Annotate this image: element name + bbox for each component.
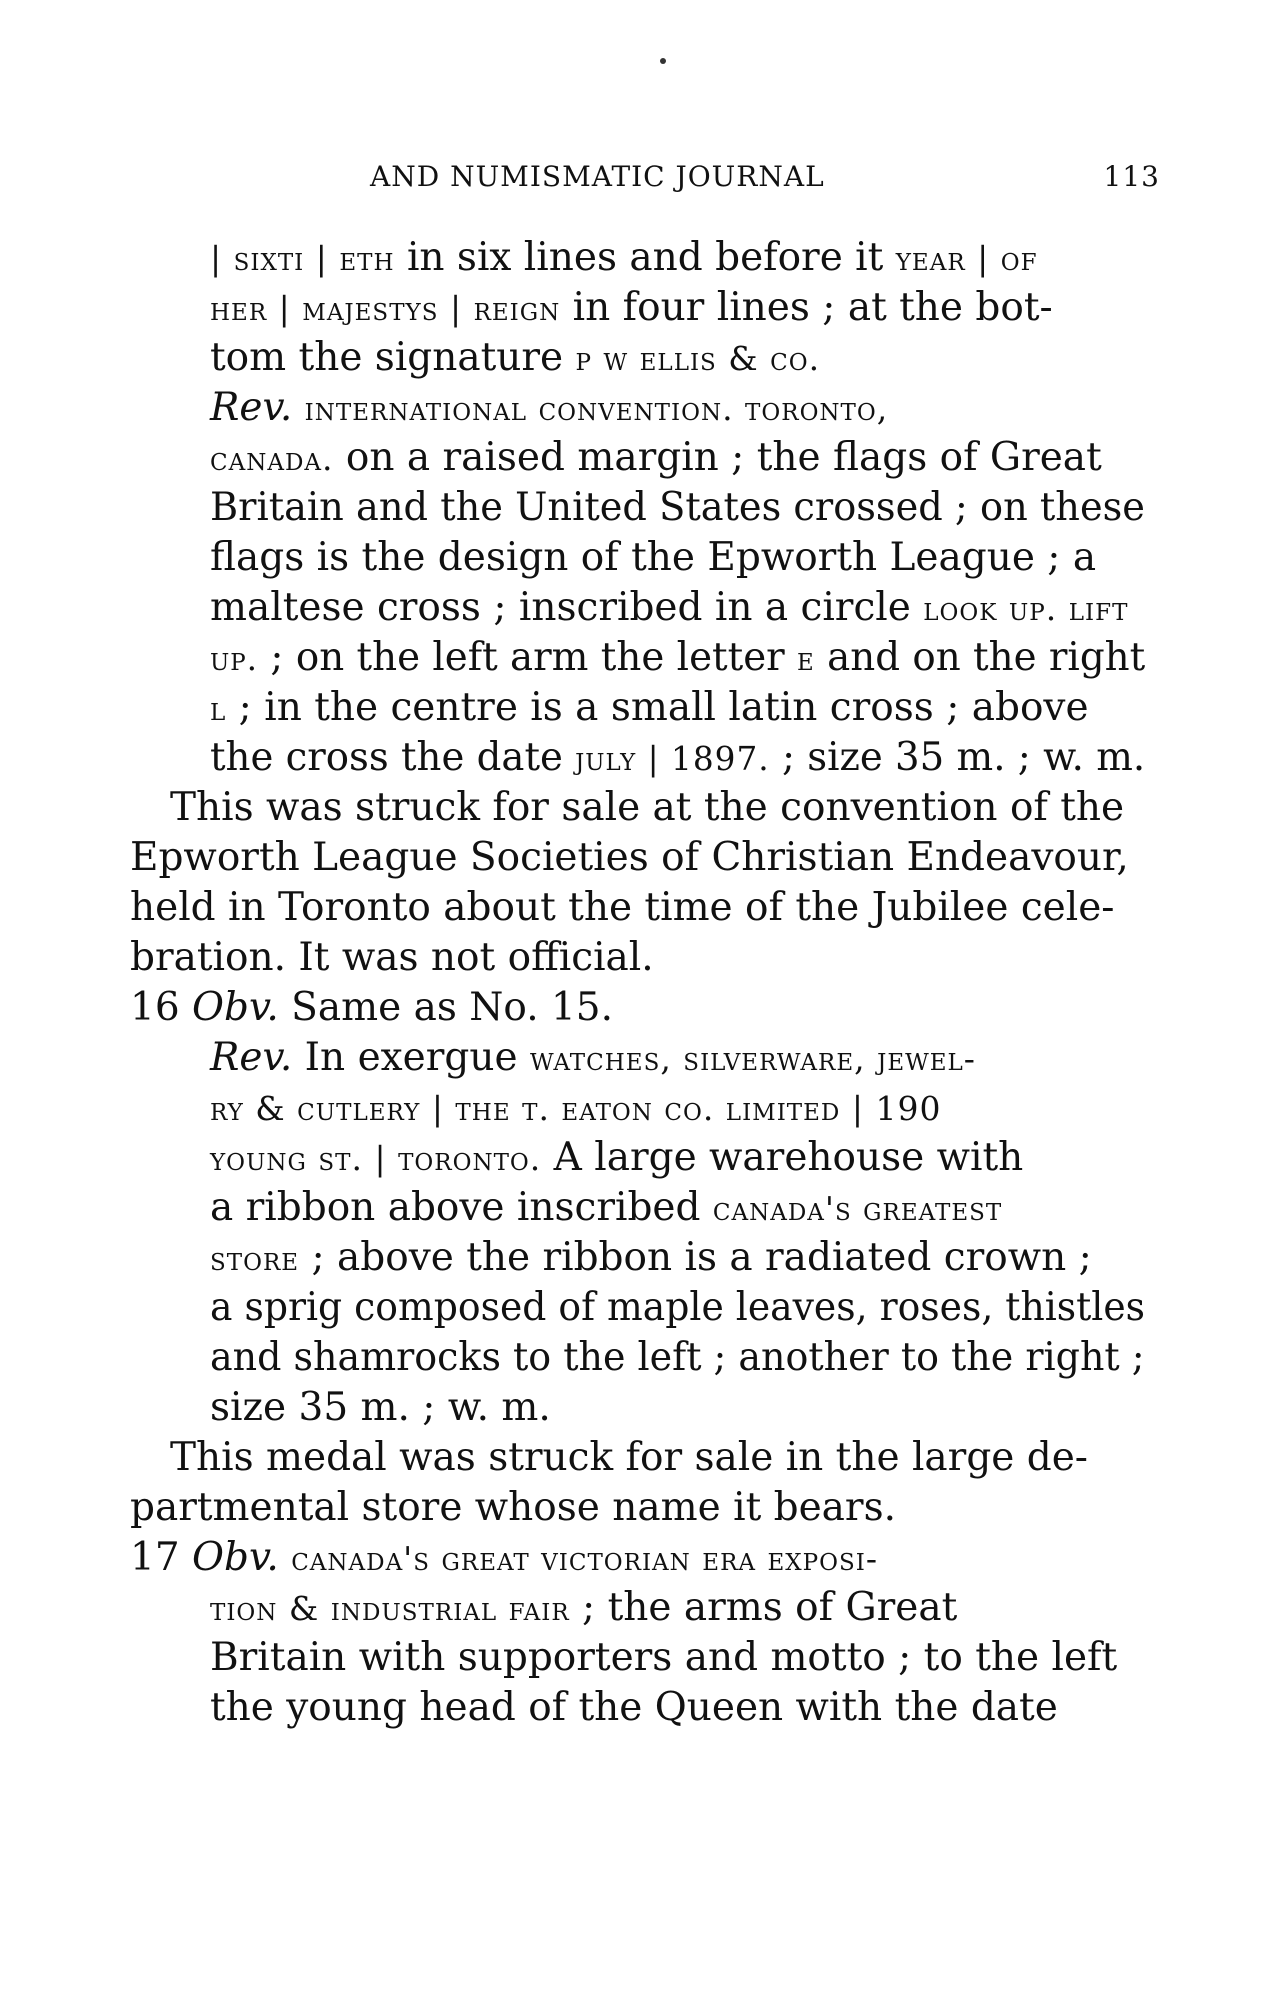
text-segment: ; in the centre is a small latin cross ; above [226, 685, 1089, 730]
text-segment: in six lines and before it [394, 235, 896, 280]
text-segment: july | 1897. [575, 739, 770, 778]
text-line [130, 1485, 896, 1531]
text-segment: canada. [210, 439, 334, 478]
printer-dot [660, 58, 666, 64]
text-line [210, 1235, 1092, 1282]
text-line [130, 985, 613, 1031]
text-segment: size 35 m. ; w. m. [210, 1385, 551, 1430]
text-line [210, 1335, 1145, 1381]
text-line [210, 1085, 941, 1132]
text-line [210, 385, 888, 432]
text-segment: year | of [895, 239, 1038, 278]
text-segment: and on the right [814, 635, 1146, 680]
text-line [210, 1635, 1117, 1681]
text-segment: A large warehouse with [541, 1135, 1024, 1180]
text-segment: ; size 35 m. ; w. m. [769, 735, 1146, 780]
text-segment: up. [210, 639, 259, 678]
text-line [210, 1285, 1145, 1331]
text-segment: Obv. [192, 985, 279, 1030]
text-segment: canada's greatest [712, 1189, 1003, 1228]
text-line [210, 735, 1145, 782]
text-segment: partmental store whose name it bears. [130, 1485, 896, 1530]
text-segment: bration. It was not official. [130, 935, 654, 980]
text-segment: young st. | toronto. [210, 1139, 542, 1178]
text-segment: international convention. toronto, [304, 389, 889, 428]
text-segment: and shamrocks to the left ; another to the right ; [210, 1335, 1145, 1380]
text-segment: look up. lift [923, 589, 1129, 628]
text-line [210, 685, 1089, 732]
text-segment: in four lines ; at the bot- [560, 285, 1053, 330]
text-segment: Britain and the United States crossed ; on these [210, 485, 1145, 530]
text-line [210, 1385, 551, 1431]
text-segment: e [797, 639, 815, 678]
text-line [210, 335, 820, 382]
text-segment: | sixti | eth [210, 239, 395, 278]
text-line [210, 235, 1038, 282]
text-segment [279, 1535, 291, 1580]
text-line [210, 1135, 1023, 1182]
text-line [130, 885, 1114, 931]
text-segment: the young head of the Queen with the date [210, 1685, 1058, 1730]
text-segment: held in Toronto about the time of the Jubilee cele- [130, 885, 1115, 930]
text-line [170, 785, 1124, 831]
text-segment: Britain with supporters and motto ; to the left [210, 1635, 1118, 1680]
text-segment: tom the signature [210, 335, 576, 380]
text-segment: Rev. [210, 1035, 293, 1080]
text-segment: a ribbon above inscribed [210, 1185, 713, 1230]
text-line [210, 1035, 976, 1082]
text-segment: ; on the left arm the letter [258, 635, 798, 680]
text-segment: l [210, 689, 227, 728]
text-segment: p w ellis & co. [575, 339, 821, 378]
text-segment: on a raised margin ; the flags of Great [333, 435, 1102, 480]
text-line [210, 585, 1128, 632]
text-segment: ry & cutlery | the t. eaton co. limited | 190 [210, 1089, 942, 1128]
text-segment: In exergue [292, 1035, 530, 1080]
text-segment: This was struck for sale at the convention of the [170, 785, 1125, 830]
text-line [210, 1585, 957, 1632]
text-segment: her | majestys | reign [210, 289, 561, 328]
text-segment: 16 [130, 985, 193, 1030]
journal-title: AND NUMISMATIC JOURNAL [370, 160, 825, 193]
text-segment: Same as No. 15. [278, 985, 614, 1030]
text-line [210, 435, 1102, 482]
text-segment: the cross the date [210, 735, 576, 780]
page-number: 113 [1103, 160, 1160, 193]
text-segment: Obv. [192, 1535, 279, 1580]
text-segment: maltese cross ; inscribed in a circle [210, 585, 924, 630]
text-segment: canada's great victorian era exposi- [291, 1539, 878, 1578]
text-segment: a sprig composed of maple leaves, roses, thistles [210, 1285, 1146, 1330]
text-segment: watches, silverware, jewel- [529, 1039, 976, 1078]
text-segment: ; above the ribbon is a radiated crown ; [299, 1235, 1092, 1280]
text-segment: tion & industrial fair [210, 1589, 570, 1628]
text-segment: store [210, 1239, 300, 1278]
text-line [210, 535, 1096, 581]
text-line [130, 935, 654, 981]
text-segment: Rev. [210, 385, 305, 430]
text-line [210, 635, 1145, 682]
text-line [130, 1535, 878, 1582]
text-line [170, 1435, 1088, 1481]
text-segment: 17 [130, 1535, 193, 1580]
text-line [210, 1185, 1002, 1232]
text-segment: Epworth League Societies of Christian Endeavour, [130, 835, 1129, 880]
text-line [130, 835, 1129, 881]
text-segment: This medal was struck for sale in the large de- [170, 1435, 1088, 1480]
text-line [210, 485, 1145, 531]
text-line [210, 285, 1053, 332]
text-line [210, 1685, 1058, 1731]
text-segment: flags is the design of the Epworth League ; a [210, 535, 1097, 580]
text-segment: ; the arms of Great [569, 1585, 958, 1630]
